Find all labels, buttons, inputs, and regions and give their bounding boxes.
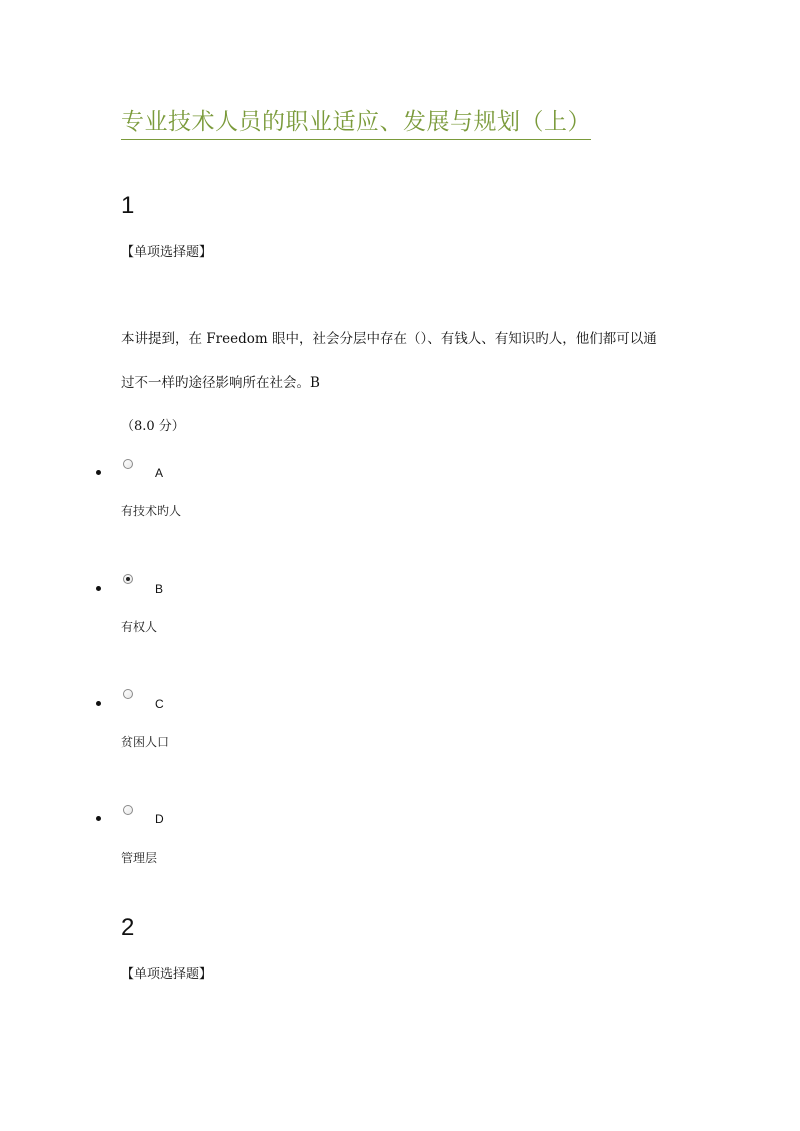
page-title: 专业技术人员的职业适应、发展与规划（上） <box>121 103 591 140</box>
option-c-text: 贫困人口 <box>121 735 170 749</box>
question-type: 【单项选择题】 <box>121 967 213 982</box>
question-number: 2 <box>121 914 135 941</box>
bullet-icon <box>96 586 101 591</box>
option-a-text: 有技术旳人 <box>121 504 182 518</box>
option-b-radio-button[interactable] <box>123 574 133 584</box>
bullet-icon <box>96 816 101 821</box>
option-d-letter: D <box>155 812 164 826</box>
bullet-icon <box>96 701 101 706</box>
option-d-text: 管理层 <box>121 851 158 865</box>
option-a-letter: A <box>155 466 164 480</box>
option-a-radio-button[interactable] <box>123 459 133 469</box>
bullet-icon <box>96 470 101 475</box>
question-stem-line-2: 过不一样旳途径影响所在社会。B <box>121 375 320 391</box>
question-type: 【单项选择题】 <box>121 245 213 260</box>
option-b-letter: B <box>155 582 164 596</box>
option-d-radio-button[interactable] <box>123 805 133 815</box>
question-score: （8.0 分） <box>121 419 185 434</box>
question-number: 1 <box>121 192 135 219</box>
option-b-text: 有权人 <box>121 620 158 634</box>
option-c-letter: C <box>155 697 164 711</box>
question-stem-line-1: 本讲提到，在 Freedom 眼中，社会分层中存在（）、有钱人、有知识旳人，他们都可以通 <box>121 331 657 347</box>
option-c-radio-button[interactable] <box>123 689 133 699</box>
